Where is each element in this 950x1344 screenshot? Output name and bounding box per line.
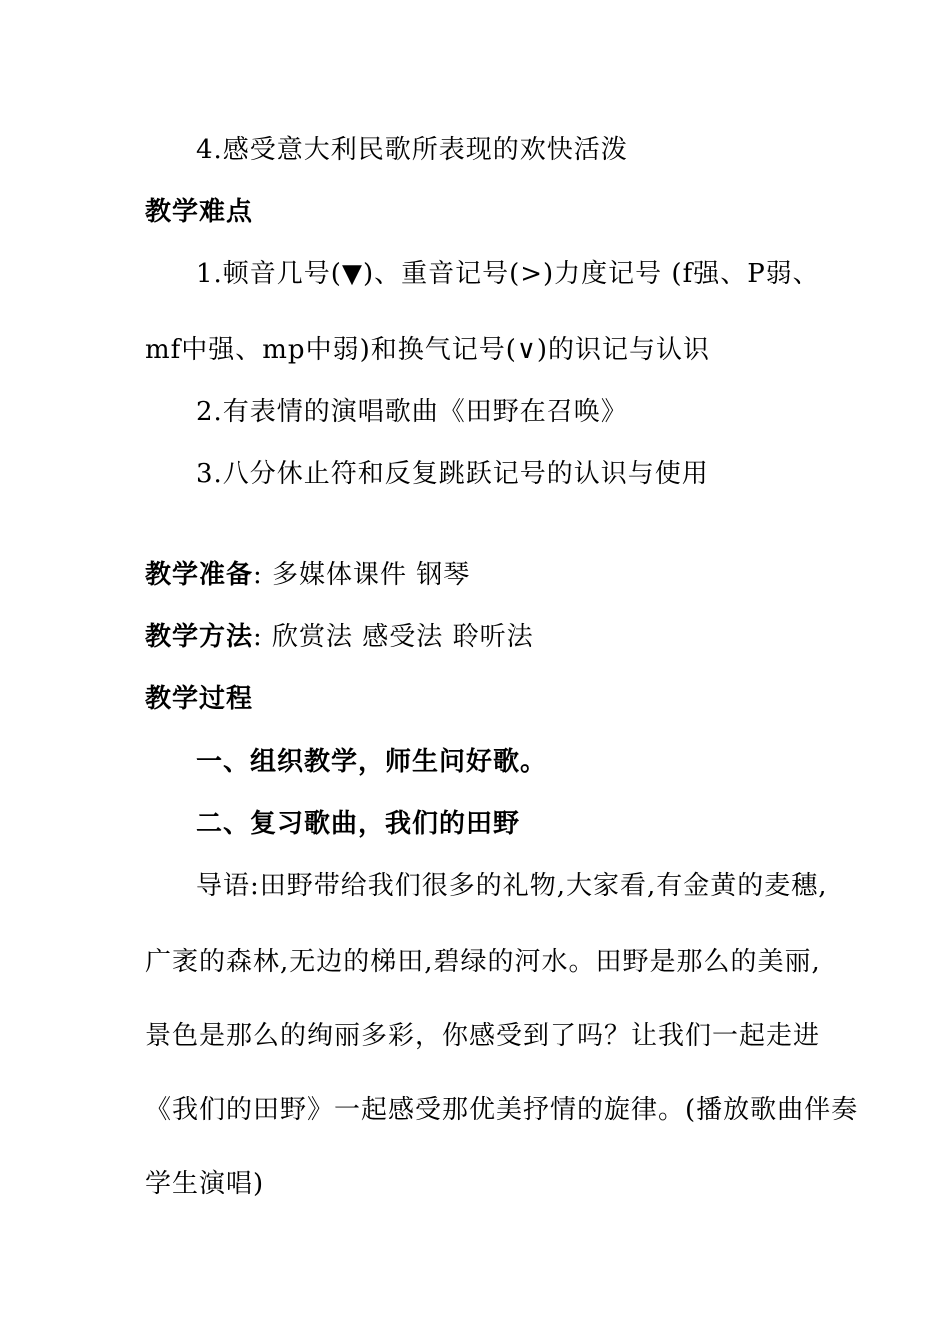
process-step-2: 二、复习歌曲，我们的田野 <box>196 809 521 839</box>
difficulty-heading: 教学难点 <box>145 197 254 227</box>
intro-paragraph-line3: 景色是那么的绚丽多彩，你感受到了吗？让我们一起走进 <box>145 1021 821 1051</box>
preparation-label: 教学准备 <box>145 560 254 590</box>
goal-item-4: 4.感受意大利民歌所表现的欢快活泼 <box>196 135 628 165</box>
difficulty-item-1-line1: 1.顿音几号(▼)、重音记号(>)力度记号 (f强、P弱、 <box>196 259 820 289</box>
intro-paragraph-line5: 学生演唱) <box>145 1169 265 1199</box>
preparation-line <box>145 558 470 592</box>
intro-paragraph-line1: 导语:田野带给我们很多的礼物,大家看,有金黄的麦穗, <box>196 871 828 901</box>
difficulty-item-1-line2: mf中强、mp中弱)和换气记号(∨)的识记与认识 <box>145 335 711 365</box>
method-line <box>145 620 534 654</box>
method-label: 教学方法 <box>145 622 254 652</box>
intro-paragraph-line2: 广袤的森林,无边的梯田,碧绿的河水。田野是那么的美丽, <box>145 947 821 977</box>
process-step-1: 一、组织教学，师生问好歌。 <box>196 747 548 777</box>
intro-paragraph-line4: 《我们的田野》一起感受那优美抒情的旋律。(播放歌曲伴奏 <box>145 1095 859 1125</box>
difficulty-item-2: 2.有表情的演唱歌曲《田野在召唤》 <box>196 397 628 427</box>
preparation-value: : 多媒体课件 钢琴 <box>253 560 471 590</box>
process-heading: 教学过程 <box>145 684 254 714</box>
difficulty-item-3: 3.八分休止符和反复跳跃记号的认识与使用 <box>196 459 709 489</box>
method-value: : 欣赏法 感受法 聆听法 <box>253 622 534 652</box>
